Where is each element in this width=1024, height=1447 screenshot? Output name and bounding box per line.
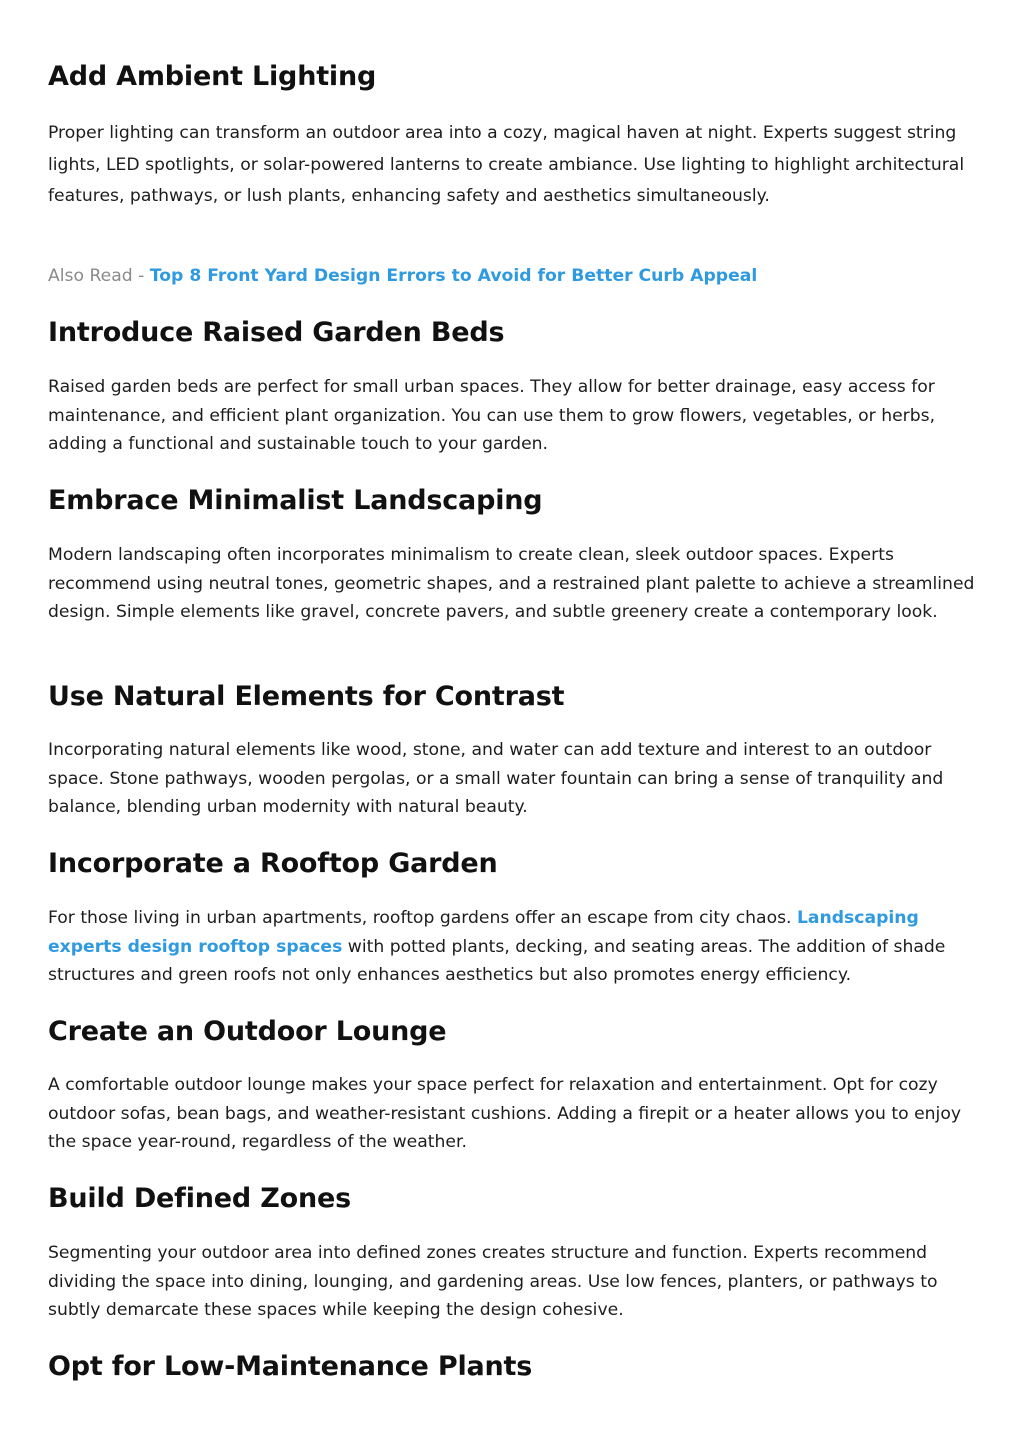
paragraph-text-after: with potted plants, decking, and seating areas. The addition of shade structures and green roofs not only enhances aesthetics but also promotes energy efficiency. [48,936,946,985]
also-read-link[interactable]: Top 8 Front Yard Design Errors to Avoid for Better Curb Appeal [149,266,758,286]
section-heading: Incorporate a Rooftop Garden [48,848,498,879]
section-rooftop-garden [48,847,978,881]
section-paragraph-defined-zones [48,1239,978,1325]
section-paragraph-minimalist-landscaping [48,541,978,627]
section-outdoor-lounge [48,1015,978,1049]
section-paragraph: Modern landscaping often incorporates minimalism to create clean, sleek outdoor spaces. Experts recommend using neutral tones, geometric shapes, and a restrained plant palette to achieve a streamlined design. Simple elements like gravel, concrete pavers, and subtle greenery create a contemporary look. [48,545,975,622]
also-read-prefix: Also Read - [48,266,150,286]
section-low-maintenance-plants [48,1350,978,1384]
section-heading: Introduce Raised Garden Beds [48,317,505,348]
section-heading: Build Defined Zones [48,1183,351,1214]
rooftop-experts-link[interactable]: Landscaping experts design rooftop spaces [48,908,919,957]
section-heading: Create an Outdoor Lounge [48,1016,447,1047]
section-heading: Opt for Low-Maintenance Plants [48,1351,533,1382]
section-paragraph: Proper lighting can transform an outdoor area into a cozy, magical haven at night. Experts suggest string lights, LED spotlights, or solar-powered lanterns to create ambiance. Use lighting to highlight architectural features, pathways, or lush plants, enhancing safety and aesthetics simultaneously. [48,123,965,206]
section-heading: Use Natural Elements for Contrast [48,681,565,712]
paragraph-text-before: For those living in urban apartments, rooftop gardens offer an escape from city chaos. [48,908,797,928]
section-raised-garden-beds [48,316,978,350]
section-paragraph-rooftop-garden [48,904,978,990]
section-paragraph: A comfortable outdoor lounge makes your space perfect for relaxation and entertainment. Opt for cozy outdoor sofas, bean bags, and weather-resistant cushions. Adding a firepit or a heater allows you to enjoy the space year-round, regardless of the weather. [48,1075,962,1152]
section-paragraph-outdoor-lounge [48,1071,978,1157]
section-paragraph-ambient-lighting [48,118,978,213]
section-heading: Embrace Minimalist Landscaping [48,485,543,516]
section-paragraph-raised-garden-beds [48,373,978,459]
section-natural-elements [48,680,978,714]
section-paragraph: Raised garden beds are perfect for small urban spaces. They allow for better drainage, easy access for maintenance, and efficient plant organization. You can use them to grow flowers, vegetables, or herbs, adding a functional and sustainable touch to your garden. [48,377,936,454]
section-paragraph-natural-elements [48,736,978,822]
section-paragraph [48,904,978,990]
section-defined-zones [48,1182,978,1216]
also-read [48,263,978,289]
section-paragraph: Incorporating natural elements like wood, stone, and water can add texture and interest to an outdoor space. Stone pathways, wooden pergolas, or a small water fountain can bring a sense of tranquility and balance, blending urban modernity with natural beauty. [48,740,944,817]
section-paragraph: Segmenting your outdoor area into defined zones creates structure and function. Experts recommend dividing the space into dining, lounging, and gardening areas. Use low fences, planters, or pathways to subtly demarcate these spaces while keeping the design cohesive. [48,1243,938,1320]
section-ambient-lighting [48,60,978,94]
section-minimalist-landscaping [48,484,978,518]
section-heading: Add Ambient Lighting [48,61,377,92]
